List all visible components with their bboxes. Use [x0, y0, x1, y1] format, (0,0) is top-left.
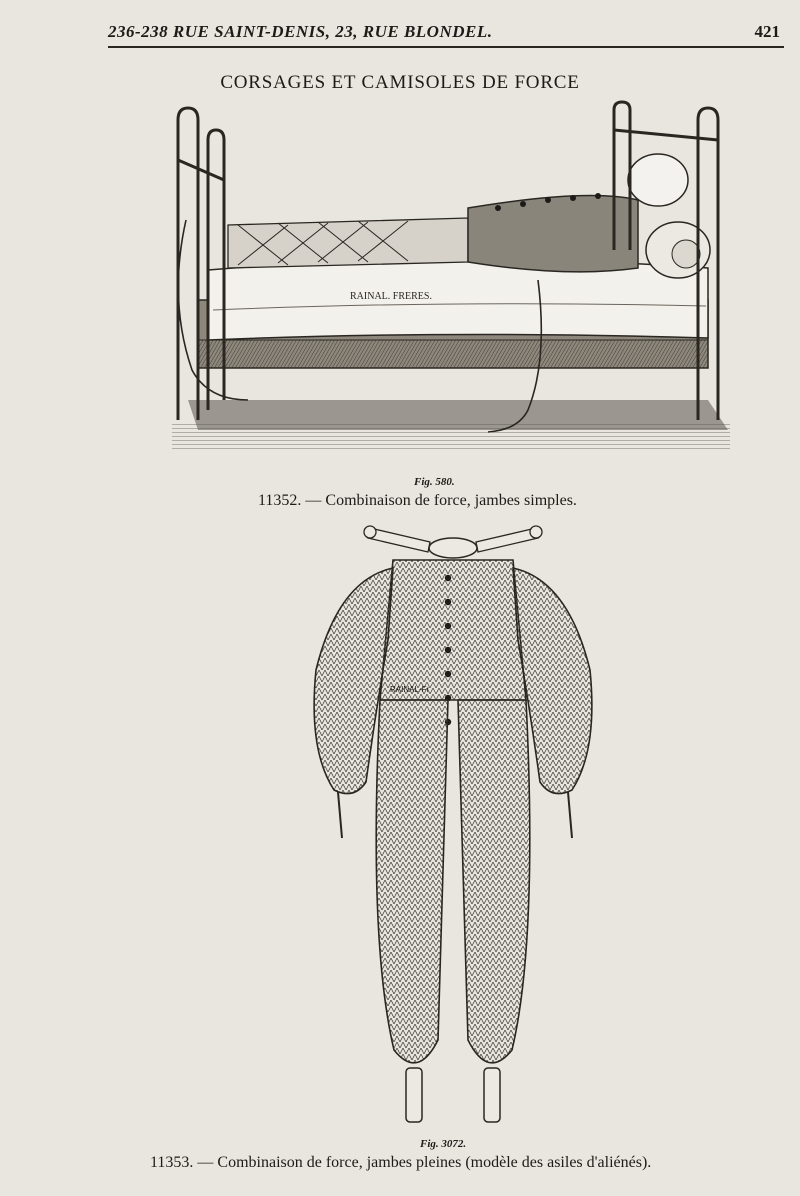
running-head	[108, 20, 784, 48]
figure-restraint-bed	[168, 100, 734, 462]
figure-580-label: Fig. 580.	[414, 476, 455, 488]
suit-maker-mark: RAINAL-Fr	[390, 685, 430, 694]
figure-3072-caption: 11353. — Combinaison de force, jambes pleines (modèle des asiles d'aliénés).	[150, 1154, 652, 1171]
figure-580-caption: 11352. — Combinaison de force, jambes simples.	[258, 492, 577, 509]
bed-maker-mark: RAINAL. FRERES.	[350, 291, 432, 302]
page-number: 421	[754, 22, 780, 41]
figure-restraint-suit	[298, 520, 608, 1130]
restraint-bed-illustration	[168, 100, 734, 462]
restraint-suit-illustration	[298, 520, 608, 1130]
figure-3072-label: Fig. 3072.	[420, 1138, 467, 1150]
section-title: CORSAGES ET CAMISOLES DE FORCE	[220, 72, 580, 93]
header-address: 236-238 RUE SAINT-DENIS, 23, RUE BLONDEL.	[108, 22, 493, 41]
